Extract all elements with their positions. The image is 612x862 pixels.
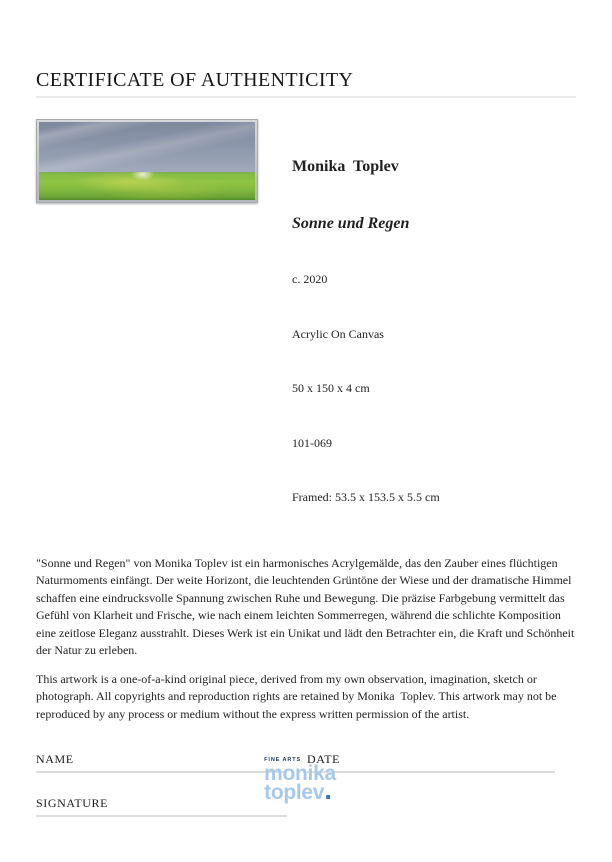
artwork-title: Sonne und Regen (292, 215, 410, 232)
logo-name-line2-text: toplev (264, 781, 325, 804)
logo-period-square (326, 795, 330, 799)
artwork-image (39, 122, 255, 200)
artwork-section (36, 119, 576, 543)
date-field: DATE (307, 752, 555, 773)
artwork-year: c. 2020 (292, 272, 328, 286)
artist-logo (264, 757, 336, 802)
painting-sky (39, 122, 255, 172)
logo-name-line2 (264, 783, 336, 802)
name-field: NAME (36, 752, 287, 773)
artwork-framed-size: Framed: 53.5 x 153.5 x 5.5 cm (292, 490, 440, 504)
artist-name: Monika Toplev (292, 158, 399, 175)
title-divider (36, 96, 576, 98)
page-title: CERTIFICATE OF AUTHENTICITY (36, 69, 354, 91)
artwork-medium: Acrylic On Canvas (292, 326, 384, 341)
certificate-page (0, 70, 612, 862)
artwork-size: 50 x 150 x 4 cm (292, 381, 370, 395)
signature-field: SIGNATURE (36, 796, 287, 817)
artwork-details (292, 119, 440, 543)
logo-tagline: FINE ARTS (264, 757, 302, 763)
artwork-description: "Sonne und Regen" von Monika Toplev ist ein harmonisches Acrylgemälde, das den Zauber eines flüchtigen Naturmoments einfängt. Der weite Horizont, die leuchtenden Grüntöne der Wiese und der dramatische Himmel schaffen eine eindrucksvolle Spannung zwischen Ruhe und Bewegung. Die präzise Farbgebung vermittelt das Gefühl von Klarheit und Frische, wie nach einem leichten Sommerregen, während die schlichte Komposition eine zeitlose Eleganz ausstrahlt. Dieses Werk ist ein Unikat und lädt den Betrachter ein, die Kraft und Schönheit der Natur zu erleben. (36, 555, 578, 657)
artwork-catalog-number: 101-069 (292, 435, 332, 450)
logo-name-line1: monika (264, 762, 336, 785)
artwork-image-frame (36, 119, 258, 203)
copyright-statement: This artwork is a one-of-a-kind original piece, derived from my own observation, imagination, sketch or photograph. All copyrights and reproduction rights are retained by Monika Toplev. This artwork may not be reproduced by any process or medium without the express written permission of the artist. (36, 671, 560, 721)
painting-field (39, 172, 255, 200)
